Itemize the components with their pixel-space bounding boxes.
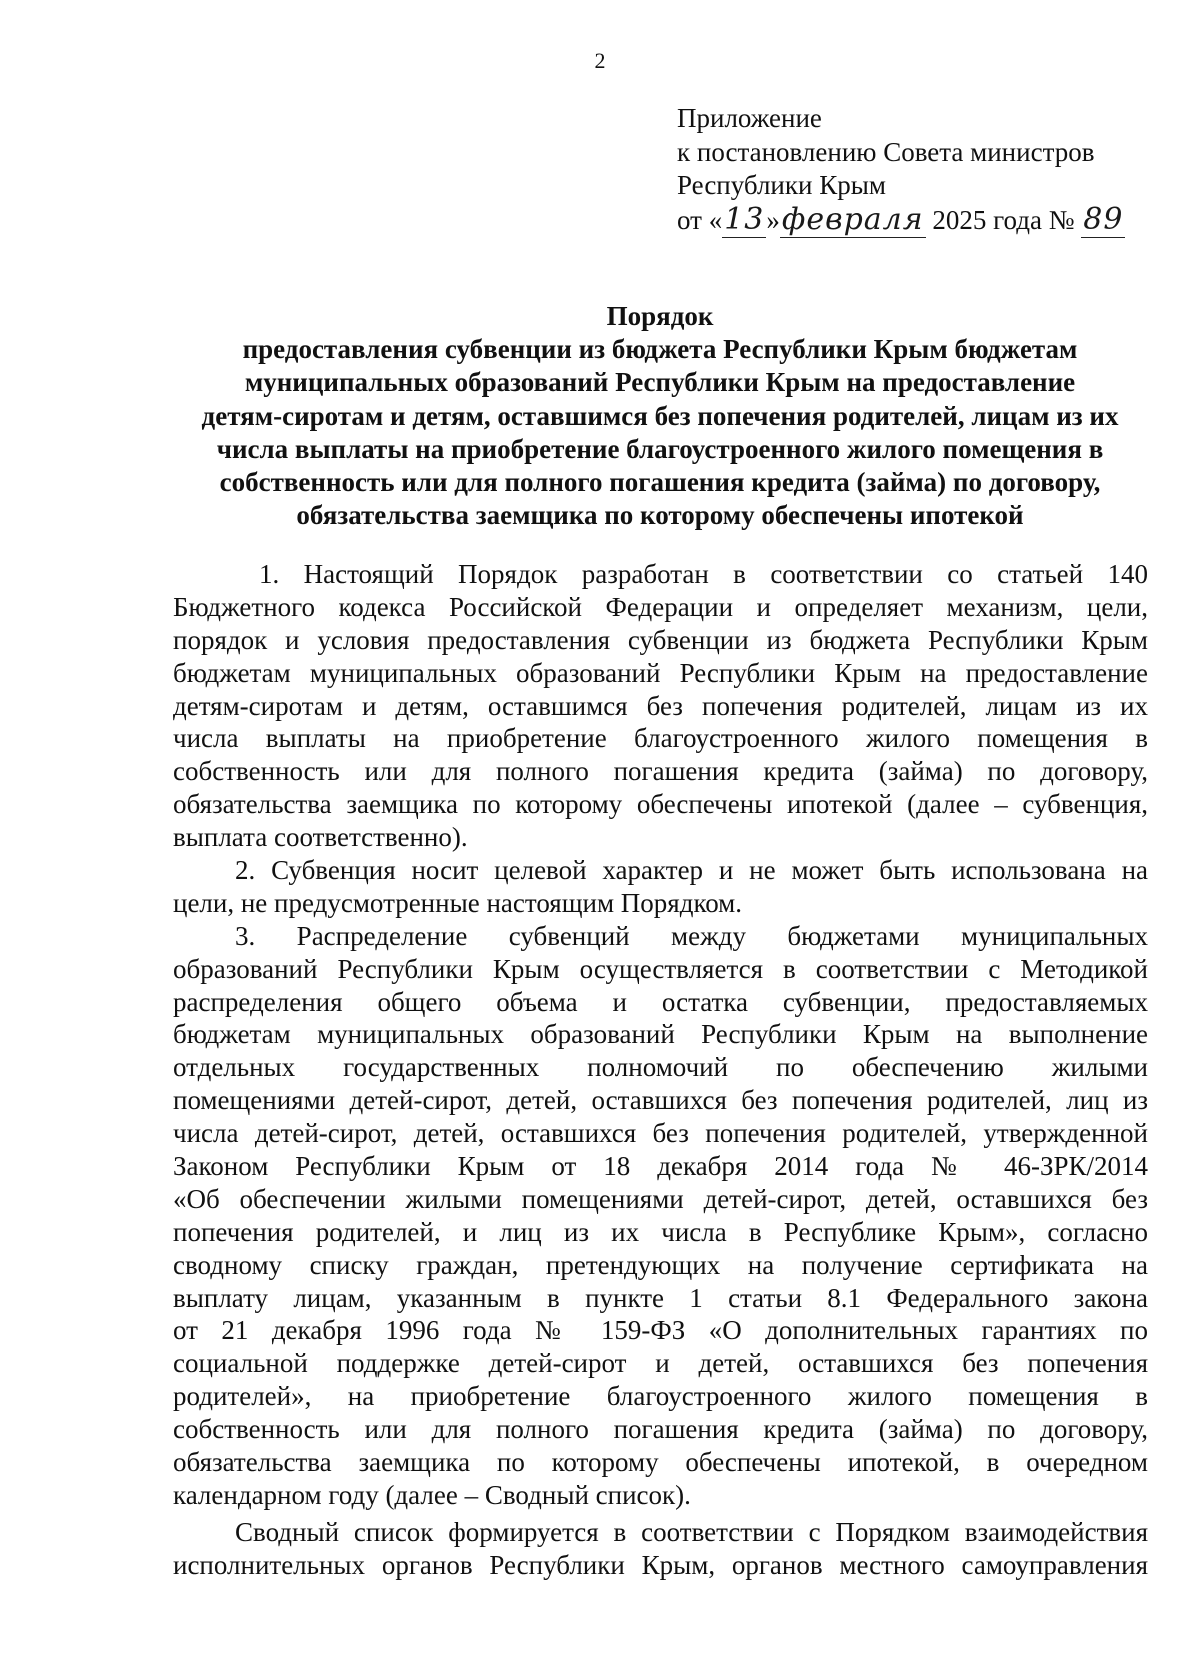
text-line: детям-сиротам и детям, оставшимся без попечения родителей, лицам из их — [173, 690, 1148, 721]
date-year: 2025 года № — [932, 204, 1075, 235]
text-line: выплату лицам, указанным в пункте 1 статьи 8.1 Федерального закона — [173, 1282, 1148, 1313]
paragraph-4 — [173, 1516, 1148, 1582]
text-line: образований Республики Крым осуществляется в соответствии с Методикой — [173, 953, 1148, 984]
text-line: исполнительных органов Республики Крым, органов местного самоуправления — [173, 1549, 1148, 1580]
text-line: сводному списку граждан, претендующих на получение сертификата на — [173, 1249, 1148, 1280]
appendix-republic: Республики Крым — [677, 170, 886, 200]
appendix-block — [677, 102, 1177, 237]
title-heading: Порядок — [606, 301, 714, 331]
date-quote-close: » — [766, 204, 780, 235]
handwritten-number: 89 — [1083, 201, 1124, 237]
text-line: собственность или для полного погашения кредита (займа) по договору, — [173, 756, 1148, 787]
text-line: числа выплаты на приобретение благоустроенного жилого помещения в — [173, 723, 1148, 754]
text-line: Законом Республики Крым от 18 декабря 2014 года № 46-ЗРК/2014 — [173, 1151, 1148, 1182]
text-line: 2. Субвенция носит целевой характер и не может быть использована на — [235, 855, 1148, 886]
text-line: помещениями детей-сирот, детей, оставшихся без попечения родителей, лиц из — [173, 1085, 1148, 1116]
document-title — [165, 300, 1155, 532]
text-line: отдельных государственных полномочий по обеспечению жилыми — [173, 1052, 1148, 1083]
text-line: 3. Распределение субвенций между бюджетами муниципальных — [235, 920, 1148, 951]
paragraph-3 — [173, 920, 1148, 1512]
text-line: родителей», на приобретение благоустроенного жилого помещения в — [173, 1381, 1148, 1412]
title-line: числа выплаты на приобретение благоустроенного жилого помещения в — [216, 433, 1104, 464]
text-line: цели, не предусмотренные настоящим Порядком. — [173, 887, 743, 918]
appendix-resolution: к постановлению Совета министров — [677, 136, 1095, 167]
text-line: числа детей-сирот, детей, оставшихся без попечения родителей, утвержденной — [173, 1118, 1148, 1149]
date-prefix: от « — [677, 204, 723, 235]
text-line: 1. Настоящий Порядок разработан в соответствии со статьей 140 — [259, 559, 1148, 589]
title-line: обязательства заемщика по которому обеспечены ипотекой — [296, 500, 1024, 531]
handwritten-day: 13 — [724, 201, 765, 237]
handwritten-month: февраля — [781, 201, 924, 237]
page-number: 2 — [594, 48, 606, 73]
text-line: выплата соответственно). — [173, 822, 468, 853]
appendix-title: Приложение — [677, 103, 822, 133]
title-line: муниципальных образований Республики Крым на предоставление — [244, 367, 1076, 398]
paragraph-1 — [173, 558, 1148, 854]
text-line: обязательства заемщика по которому обеспечены ипотекой (далее – субвенция, — [173, 789, 1148, 820]
paragraph-2 — [173, 854, 1148, 920]
title-line: собственность или для полного погашения кредита (займа) по договору, — [219, 467, 1101, 498]
text-line: бюджетам муниципальных образований Республики Крым на выполнение — [173, 1019, 1148, 1050]
text-line: календарном году (далее – Сводный список). — [173, 1479, 691, 1510]
text-line: собственность или для полного погашения кредита (займа) по договору, — [173, 1414, 1148, 1445]
appendix-date-line — [677, 203, 1177, 238]
text-line: от 21 декабря 1996 года № 159-ФЗ «О дополнительных гарантиях по — [173, 1315, 1148, 1346]
text-line: социальной поддержке детей-сирот и детей, оставшихся без попечения — [173, 1348, 1148, 1379]
title-line: детям-сиротам и детям, оставшимся без попечения родителей, лицам из их — [201, 400, 1119, 431]
text-line: порядок и условия предоставления субвенции из бюджета Республики Крым — [173, 624, 1148, 655]
text-line: распределения общего объема и остатка субвенции, предоставляемых — [173, 986, 1148, 1017]
title-line: предоставления субвенции из бюджета Республики Крым бюджетам — [242, 334, 1078, 365]
text-line: «Об обеспечении жилыми помещениями детей-сирот, детей, оставшихся без — [173, 1183, 1148, 1214]
text-line: бюджетам муниципальных образований Республики Крым на предоставление — [173, 657, 1148, 688]
text-line: обязательства заемщика по которому обеспечены ипотекой, в очередном — [173, 1447, 1148, 1478]
text-line: Бюджетного кодекса Российской Федерации и определяет механизм, цели, — [173, 591, 1148, 622]
text-line: Сводный список формируется в соответствии с Порядком взаимодействия — [235, 1516, 1148, 1547]
text-line: попечения родителей, и лиц из их числа в Республике Крым», согласно — [173, 1216, 1148, 1247]
document-body — [173, 558, 1148, 1582]
